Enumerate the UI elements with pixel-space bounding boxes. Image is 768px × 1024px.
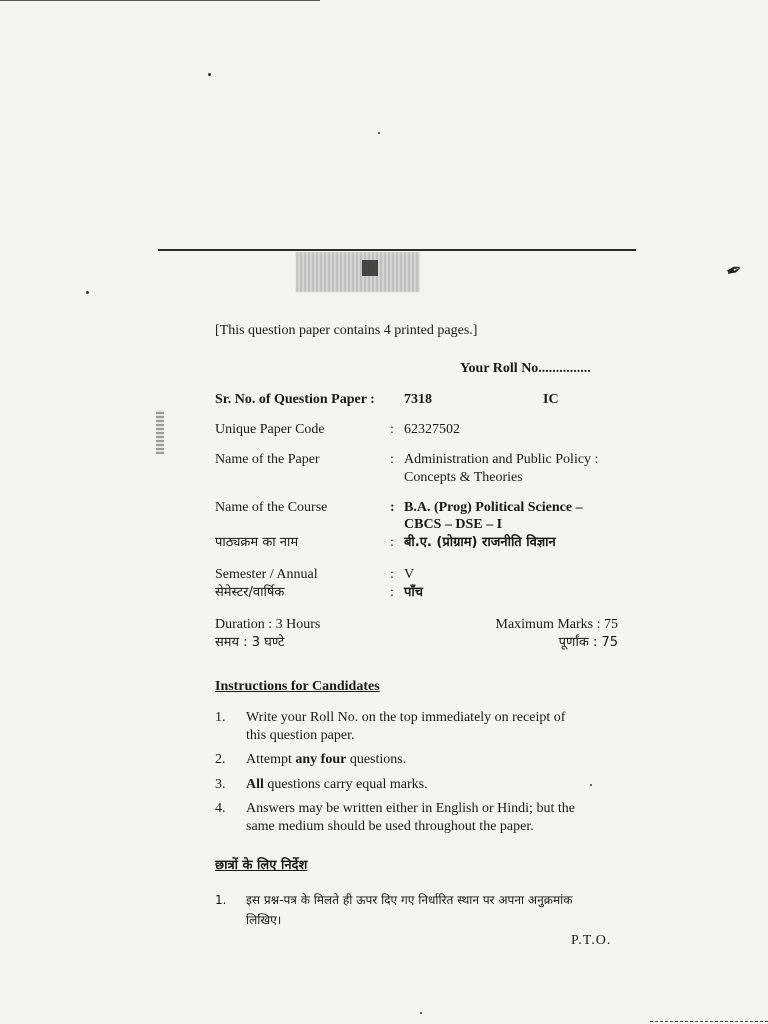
instruction-text <box>246 709 620 745</box>
ink-mark-icon: ✒ <box>722 257 747 285</box>
instruction-line: Write your Roll No. on the top immediately on receipt of <box>246 710 566 725</box>
instruction-number: 1. <box>215 710 226 725</box>
semester-hindi-label: सेमेस्टर/वार्षिक <box>215 585 285 600</box>
instruction-emphasis: All <box>246 777 264 792</box>
unique-code-label: Unique Paper Code <box>215 422 325 437</box>
duration-hindi: समय : 3 घण्टे <box>215 635 285 650</box>
instruction-text <box>246 751 620 769</box>
instruction-number: 3. <box>215 777 226 792</box>
max-marks: Maximum Marks : 75 <box>495 617 618 632</box>
side-scan-mark <box>156 410 164 454</box>
scan-smudge <box>296 252 420 292</box>
semester-colon: : <box>390 567 394 582</box>
serial-code: IC <box>543 392 559 407</box>
serial-label: Sr. No. of Question Paper : <box>215 392 375 407</box>
header-rule <box>158 249 636 251</box>
course-name-hindi-value: बी.ए. (प्रोग्राम) राजनीति विज्ञान <box>404 535 556 550</box>
hindi-instructions-heading: छात्रों के लिए निर्देश <box>215 858 308 873</box>
unique-code-value: 62327502 <box>404 422 460 437</box>
instruction-text-part: Attempt <box>246 752 296 767</box>
course-name-hindi-label: पाठ्यक्रम का नाम <box>215 535 299 550</box>
semester-label: Semester / Annual <box>215 567 318 582</box>
scan-smudge-dark <box>362 260 378 276</box>
instruction-line: लिखिए। <box>246 913 282 927</box>
speck <box>86 291 89 294</box>
instruction-line: same medium should be used throughout the paper. <box>246 819 534 834</box>
instruction-text <box>246 800 620 836</box>
course-name-hindi-colon: : <box>390 535 394 550</box>
paper-name-colon: : <box>390 452 394 467</box>
max-marks-hindi: पूर्णांक : 75 <box>558 635 618 650</box>
instruction-text <box>246 890 620 930</box>
instruction-text-part: questions carry equal marks. <box>263 777 428 792</box>
instruction-text <box>246 776 620 794</box>
course-name-label: Name of the Course <box>215 500 328 515</box>
instruction-line: this question paper. <box>246 728 355 743</box>
header-note: [This question paper contains 4 printed pages.] <box>215 323 478 338</box>
course-name-line1: B.A. (Prog) Political Science – <box>404 500 583 515</box>
unique-code-colon: : <box>390 422 394 437</box>
scan-edge-line <box>0 0 320 1</box>
semester-hindi-colon: : <box>390 585 394 600</box>
bottom-scan-rule <box>650 1021 768 1023</box>
serial-value: 7318 <box>404 392 432 407</box>
pto-marker: P.T.O. <box>571 933 612 948</box>
duration: Duration : 3 Hours <box>215 617 321 632</box>
instruction-number: 2. <box>215 752 226 767</box>
semester-value: V <box>404 567 415 582</box>
roll-no-field: Your Roll No............... <box>460 361 591 376</box>
speck <box>420 1012 422 1014</box>
paper-name-line2: Concepts & Theories <box>404 470 523 485</box>
instruction-number: 4. <box>215 801 226 816</box>
course-name-line2: CBCS – DSE – I <box>404 517 503 532</box>
course-name-colon: : <box>390 500 395 515</box>
paper-name-label: Name of the Paper <box>215 452 320 467</box>
speck <box>208 73 211 76</box>
instruction-number: 1. <box>215 893 227 907</box>
instructions-heading: Instructions for Candidates <box>215 679 380 694</box>
paper-name-line1: Administration and Public Policy : <box>404 452 599 467</box>
instruction-line: इस प्रश्न-पत्र के मिलते ही ऊपर दिए गए निर्धारित स्थान पर अपना अनुक्रमांक <box>246 893 573 907</box>
semester-hindi-value: पाँच <box>404 585 424 600</box>
instruction-text-part: questions. <box>346 752 407 767</box>
instruction-line: Answers may be written either in English or Hindi; but the <box>246 801 575 816</box>
instruction-emphasis: any four <box>295 752 347 767</box>
speck <box>378 132 380 134</box>
